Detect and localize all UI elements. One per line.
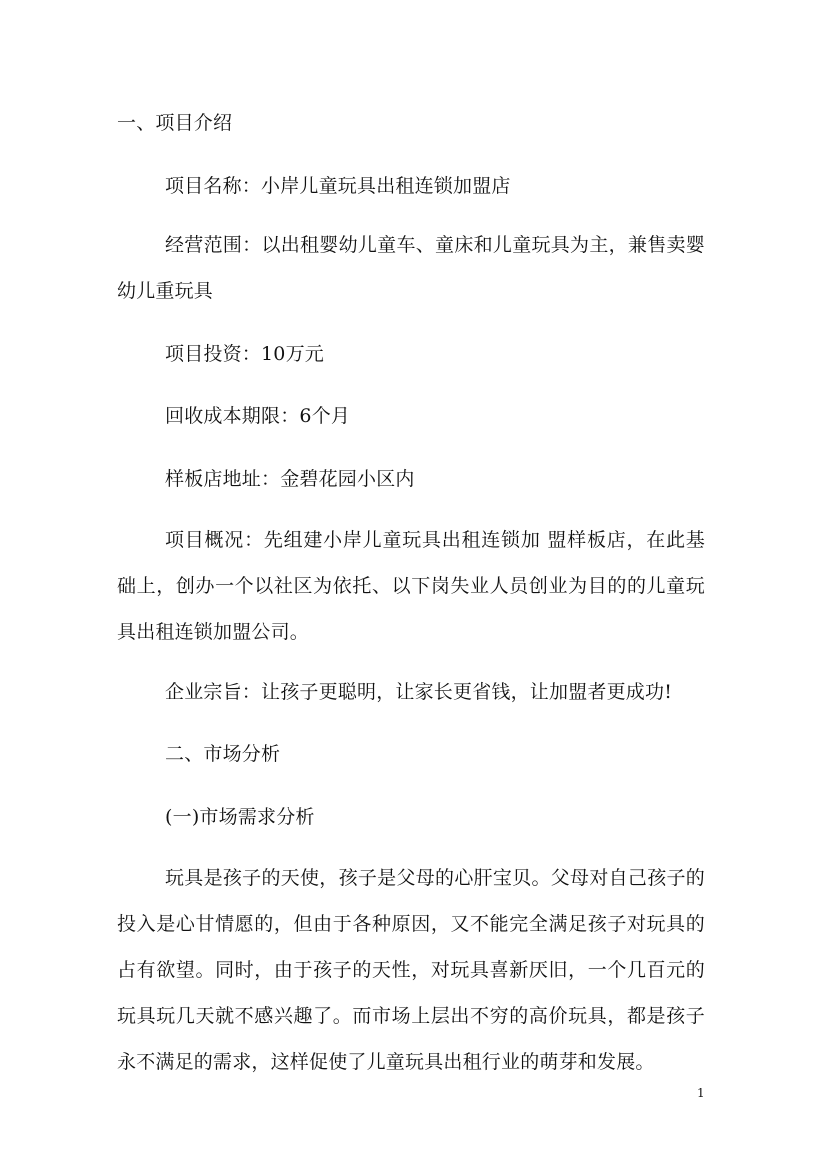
business-scope-paragraph: 经营范围：以出租婴幼儿童车、童床和儿童玩具为主，兼售卖婴幼儿重玩具: [117, 234, 705, 302]
company-mission: 企业宗旨：让孩子更聪明，让家长更省钱，让加盟者更成功!: [165, 681, 673, 703]
sample-store-address: 样板店地址：金碧花园小区内: [165, 468, 415, 490]
page-number: 1: [697, 1086, 705, 1100]
project-overview-paragraph: 项目概况：先组建小岸儿童玩具出租连锁加 盟样板店，在此基础上，创办一个以社区为依托、以下岗失业人员创业为目的的儿童玩具出租连锁加盟公司。: [117, 529, 705, 643]
section2-heading: 二、市场分析: [165, 743, 281, 765]
payback-period: 回收成本期限：6个月: [165, 405, 351, 427]
demand-analysis-paragraph: 玩具是孩子的天使，孩子是父母的心肝宝贝。父母对自己孩子的投入是心甘情愿的，但由于各种原因，又不能完全满足孩子对玩具的占有欲望。同时，由于孩子的天性，对玩具喜新厌旧，一个几百元的玩具玩几天就不感兴趣了。而市场上层出不穷的高价玩具，都是孩子永不满足的需求，这样促使了儿童玩具出租行业的萌芽和发展。: [117, 867, 705, 1073]
subsection1-heading: (一)市场需求分析: [165, 806, 315, 828]
project-investment: 项目投资：10万元: [165, 343, 324, 365]
section1-heading: 一、项目介绍: [117, 112, 233, 134]
project-name: 项目名称：小岸儿童玩具出租连锁加盟店: [165, 175, 511, 197]
